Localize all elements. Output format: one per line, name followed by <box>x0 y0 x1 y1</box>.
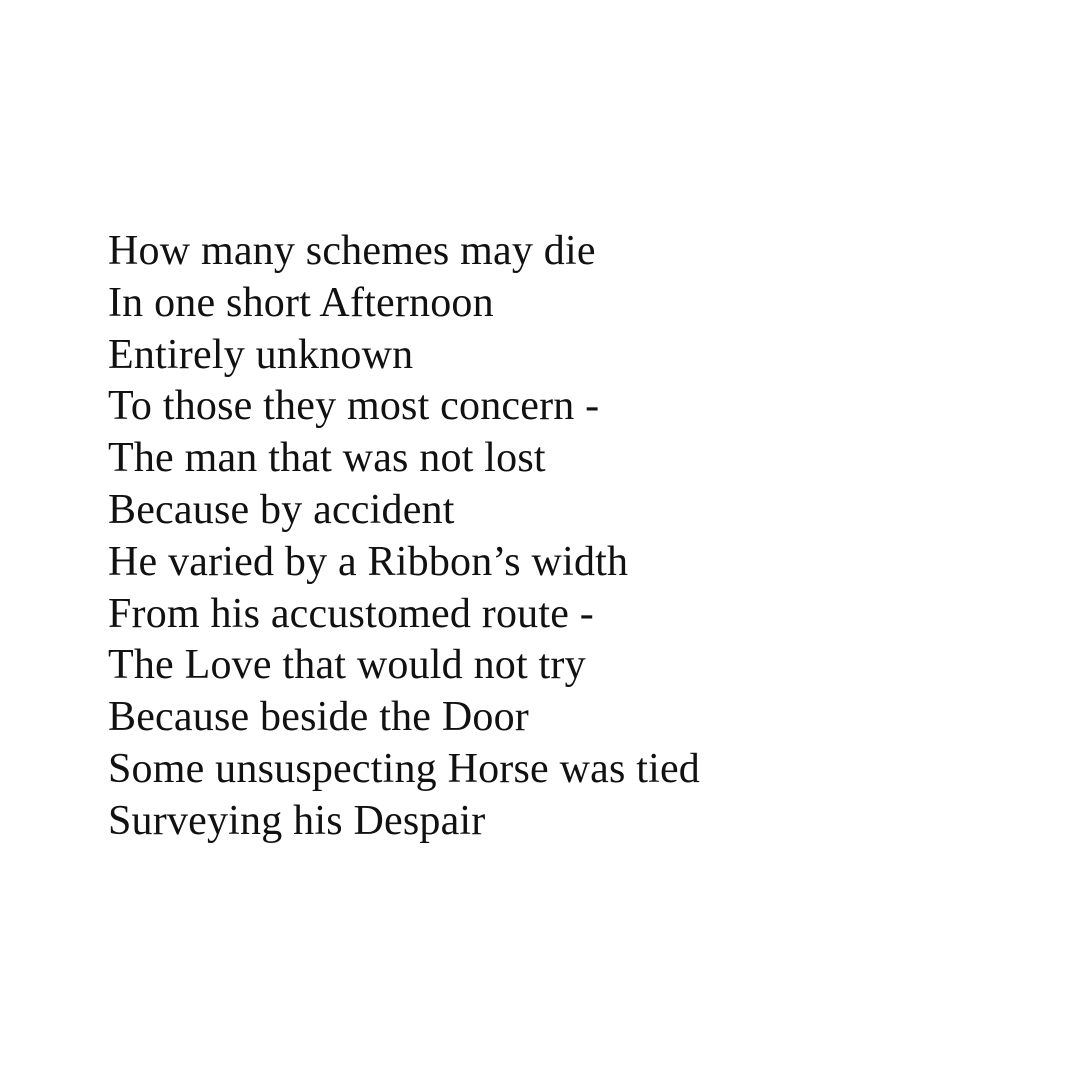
poem-line: Because beside the Door <box>108 694 529 741</box>
poem-line: The Love that would not try <box>108 642 586 689</box>
poem-line: He varied by a Ribbon’s width <box>108 538 629 585</box>
poem-line: In one short Afternoon <box>108 279 494 326</box>
poem-line: Because by accident <box>108 486 455 533</box>
poem-line: Some unsuspecting Horse was tied <box>108 745 700 792</box>
poem-text-block <box>108 226 1008 848</box>
poem-line: How many schemes may die <box>108 228 596 274</box>
poem-line: From his accustomed route - <box>108 590 594 637</box>
poem-line: To those they most concern - <box>108 383 600 430</box>
poem-line: Surveying his Despair <box>108 797 486 844</box>
poem-line: The man that was not lost <box>108 435 546 482</box>
poem-line: Entirely unknown <box>108 331 414 378</box>
